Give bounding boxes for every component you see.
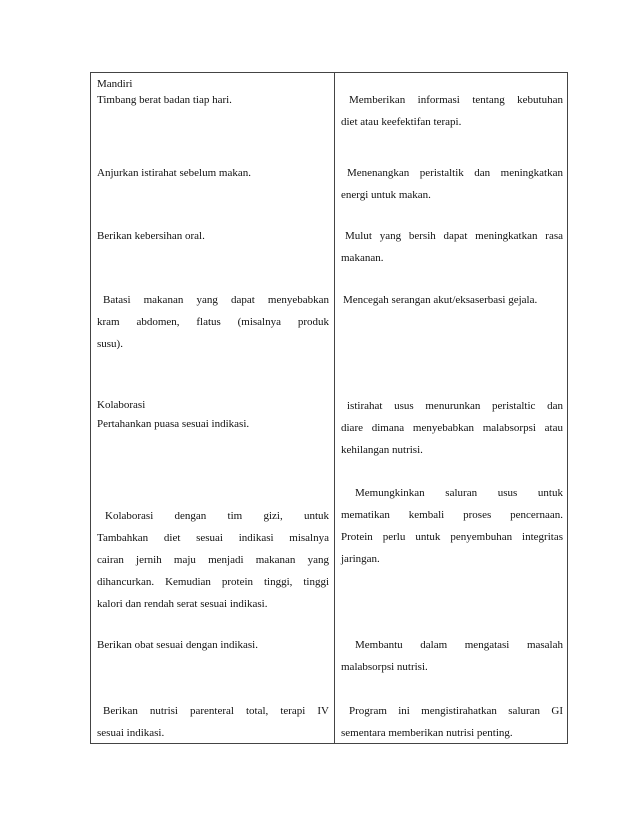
left-cell-kolaborasi bbox=[97, 397, 329, 435]
text-line: diare dimana menyebabkan malabsorpsi atau bbox=[341, 422, 563, 434]
text-line: cairan jernih maju menjadi makanan yang bbox=[97, 554, 329, 566]
column-divider bbox=[334, 73, 335, 743]
text-line: Tambahkan diet sesuai indikasi misalnya bbox=[97, 532, 329, 544]
right-cell-rationale-5 bbox=[341, 395, 563, 461]
text-line: kalori dan rendah serat sesuai indikasi. bbox=[97, 598, 268, 610]
text-line: Protein perlu untuk penyembuhan integritas bbox=[341, 531, 563, 543]
text-line: Mulut yang bersih dapat meningkatkan rasa bbox=[345, 230, 563, 242]
text-line: Timbang berat badan tiap hari. bbox=[97, 94, 232, 106]
right-cell-rationale-7 bbox=[341, 634, 563, 678]
right-cell-rationale-8 bbox=[341, 700, 563, 744]
right-cell-rationale-2 bbox=[341, 162, 563, 206]
right-cell-rationale-3 bbox=[341, 225, 563, 269]
text-line: Pertahankan puasa sesuai indikasi. bbox=[97, 418, 250, 430]
text-line: kram abdomen, flatus (misalnya produk bbox=[97, 316, 329, 328]
text-line: sesuai indikasi. bbox=[97, 727, 165, 739]
text-line: Memungkinkan saluran usus untuk bbox=[355, 487, 563, 499]
text-line: mematikan kembali proses pencernaan. bbox=[341, 509, 563, 521]
left-cell-kolaborasi-gizi bbox=[97, 505, 329, 615]
left-cell-kebersihan bbox=[97, 225, 329, 247]
left-cell-mandiri bbox=[97, 73, 329, 109]
text-line: susu). bbox=[97, 338, 123, 350]
text-line: dihancurkan. Kemudian protein tinggi, tinggi bbox=[97, 576, 329, 588]
right-cell-rationale-4 bbox=[341, 289, 563, 311]
text-line: malabsorpsi nutrisi. bbox=[341, 661, 428, 673]
section-label: Mandiri bbox=[97, 78, 133, 90]
left-cell-istirahat bbox=[97, 162, 329, 184]
text-line: sementara memberikan nutrisi penting. bbox=[341, 727, 513, 739]
text-line: Berikan nutrisi parenteral total, terapi IV bbox=[103, 705, 329, 717]
text-line: kehilangan nutrisi. bbox=[341, 444, 423, 456]
right-cell-rationale-6 bbox=[341, 482, 563, 570]
left-cell-nutrisi-parenteral bbox=[97, 700, 329, 744]
text-line: energi untuk makan. bbox=[341, 189, 431, 201]
right-cell-rationale-1 bbox=[341, 89, 563, 133]
text-line: makanan. bbox=[341, 252, 384, 264]
text-line: Program ini mengistirahatkan saluran GI bbox=[349, 705, 563, 717]
section-label: Kolaborasi bbox=[97, 399, 146, 411]
text-line: Menenangkan peristaltik dan meningkatkan bbox=[347, 167, 563, 179]
text-line: Membantu dalam mengatasi masalah bbox=[355, 639, 563, 651]
left-cell-batasi bbox=[97, 289, 329, 355]
text-line: Mencegah serangan akut/eksaserbasi gejala. bbox=[343, 294, 538, 306]
text-line: Berikan obat sesuai dengan indikasi. bbox=[97, 639, 258, 651]
text-line: Batasi makanan yang dapat menyebabkan bbox=[103, 294, 329, 306]
text-line: diet atau keefektifan terapi. bbox=[341, 116, 462, 128]
text-line: jaringan. bbox=[341, 553, 380, 565]
left-cell-obat bbox=[97, 634, 329, 656]
intervention-table bbox=[90, 72, 568, 744]
text-line: istirahat usus menurunkan peristaltic dan bbox=[347, 400, 563, 412]
text-line: Anjurkan istirahat sebelum makan. bbox=[97, 167, 251, 179]
text-line: Memberikan informasi tentang kebutuhan bbox=[349, 94, 563, 106]
text-line: Kolaborasi dengan tim gizi, untuk bbox=[105, 510, 329, 522]
text-line: Berikan kebersihan oral. bbox=[97, 230, 205, 242]
